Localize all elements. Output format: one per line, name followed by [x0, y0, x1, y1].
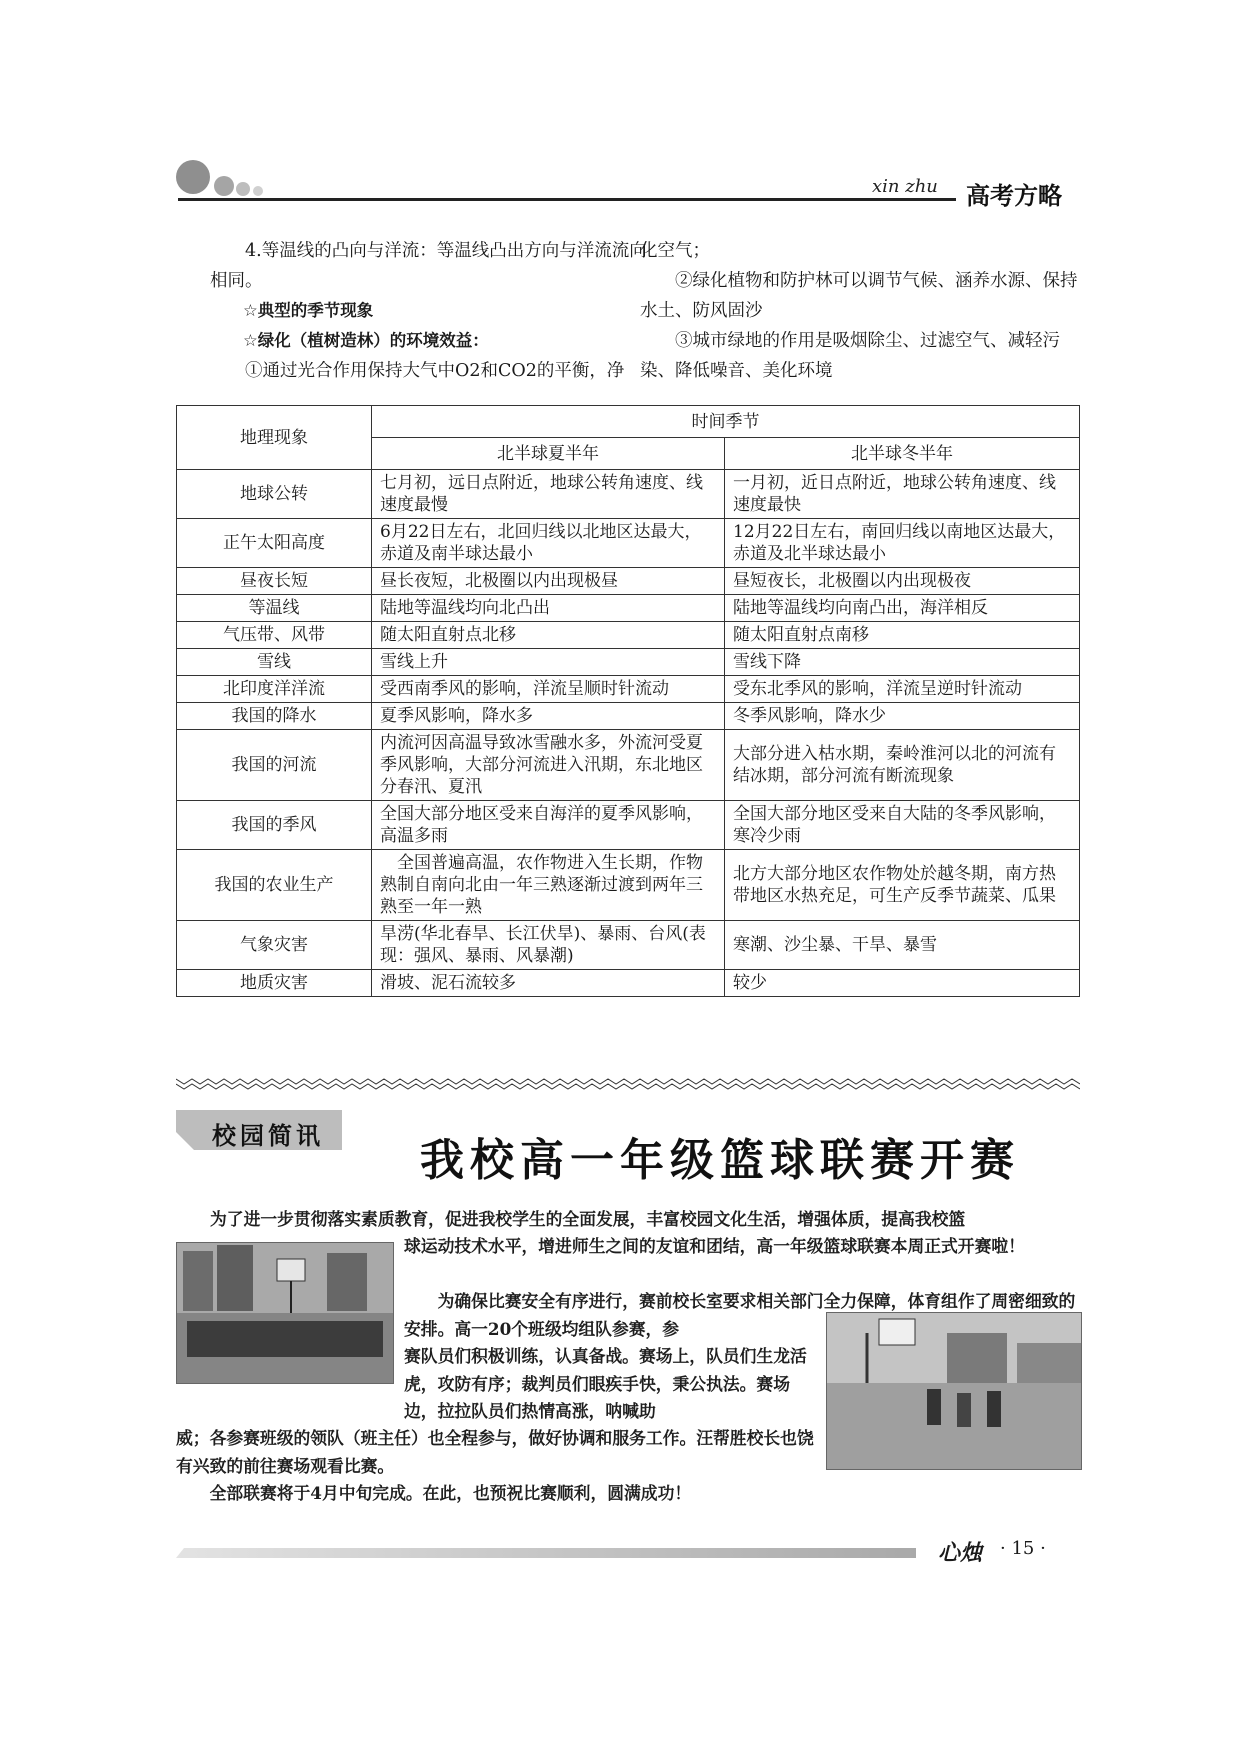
- winter-cell: 一月初，近日点附近，地球公转角速度、线速度最快: [725, 470, 1080, 519]
- intro-greening-heading: ☆绿化（植树造林）的环境效益：: [243, 331, 489, 350]
- row-label: 气象灾害: [177, 921, 372, 970]
- table-row: [177, 568, 1080, 595]
- news-paragraph-3: 全部联赛将于4月中旬完成。在此，也预祝比赛顺利，圆满成功！: [209, 1483, 692, 1503]
- header-rule: [178, 198, 956, 201]
- table-header-row: [177, 406, 1080, 438]
- header-summer: 北半球夏半年: [372, 438, 725, 470]
- table-row: [177, 801, 1080, 850]
- news-paragraph-2b: 赛队员们积极训练，认真备战。赛场上，队员们生龙活虎，攻防有序；裁判员们眼疾手快，秉公执法。赛场边，拉拉队员们热情高涨，呐喊助: [404, 1346, 807, 1421]
- table-row: [177, 519, 1080, 568]
- row-label: 地质灾害: [177, 970, 372, 997]
- header-winter: 北半球冬半年: [725, 438, 1080, 470]
- intro-left-column: [210, 236, 650, 386]
- intro-isotherm-text: 4.等温线的凸向与洋流：等温线凸出方向与洋流流向相同。: [210, 241, 647, 291]
- table-row: [177, 921, 1080, 970]
- news-paragraph-2a: 为确保比赛安全有序进行，赛前校长室要求相关部门全力保障，体育组作了周密细致的安排。高一20个班级均组队参赛，参: [404, 1291, 1076, 1339]
- row-label: 正午太阳高度: [177, 519, 372, 568]
- news-paragraph-1a: 为了进一步贯彻落实素质教育，促进我校学生的全面发展，丰富校园文化生活，增强体质，提高我校篮: [210, 1209, 966, 1229]
- winter-cell: 昼短夜长，北极圈以内出现极夜: [725, 568, 1080, 595]
- header-phenomenon: 地理现象: [177, 406, 372, 470]
- table-row: [177, 703, 1080, 730]
- winter-cell: 随太阳直射点南移: [725, 622, 1080, 649]
- winter-cell: 雪线下降: [725, 649, 1080, 676]
- summer-cell: 夏季风影响，降水多: [372, 703, 725, 730]
- intro-greening-point-2: ②绿化植物和防护林可以调节气候、涵养水源、保持水土、防风固沙: [640, 271, 1078, 321]
- news-tag: 校园简讯: [212, 1122, 324, 1150]
- summer-cell: 内流河因高温导致冰雪融水多，外流河受夏季风影响，大部分河流进入汛期，东北地区分春汛、夏汛: [372, 730, 725, 801]
- winter-cell: 冬季风影响，降水少: [725, 703, 1080, 730]
- summer-cell: 随太阳直射点北移: [372, 622, 725, 649]
- header-brand: 高考方略: [966, 182, 1062, 210]
- header-decor-circle-small: [236, 182, 250, 196]
- footer-bar: [176, 1548, 916, 1558]
- intro-greening-point-1-cont: 化空气；: [640, 241, 710, 261]
- summer-cell: 全国普遍高温，农作物进入生长期，作物熟制自南向北由一年三熟逐渐过渡到两年三熟至一年一熟: [372, 850, 725, 921]
- section-divider: [176, 1078, 1080, 1090]
- intro-greening-point-1: ①通过光合作用保持大气中O2和CO2的平衡，净: [245, 361, 625, 381]
- row-label: 雪线: [177, 649, 372, 676]
- header-decor-circle-large: [176, 160, 210, 194]
- intro-right-column: [640, 236, 1080, 386]
- summer-cell: 全国大部分地区受来自海洋的夏季风影响，高温多雨: [372, 801, 725, 850]
- table-row: [177, 622, 1080, 649]
- summer-cell: 雪线上升: [372, 649, 725, 676]
- winter-cell: 大部分进入枯水期，秦岭淮河以北的河流有结冰期，部分河流有断流现象: [725, 730, 1080, 801]
- footer-brand: 心烛: [938, 1540, 983, 1566]
- winter-cell: 12月22日左右，南回归线以南地区达最大，赤道及北半球达最小: [725, 519, 1080, 568]
- row-label: 气压带、风带: [177, 622, 372, 649]
- table-row: [177, 970, 1080, 997]
- intro-seasonal-heading: ☆典型的季节现象: [243, 301, 374, 320]
- intro-greening-point-3: ③城市绿地的作用是吸烟除尘、过滤空气、减轻污染、降低噪音、美化环境: [640, 331, 1060, 381]
- row-label: 等温线: [177, 595, 372, 622]
- row-label: 我国的季风: [177, 801, 372, 850]
- row-label: 昼夜长短: [177, 568, 372, 595]
- winter-cell: 受东北季风的影响，洋流呈逆时针流动: [725, 676, 1080, 703]
- header-decor-circle-medium: [214, 176, 234, 196]
- photo-basketball-crowd: [176, 1242, 394, 1384]
- table-row: [177, 595, 1080, 622]
- row-label: 我国的农业生产: [177, 850, 372, 921]
- page-number: · 15 ·: [1000, 1538, 1046, 1559]
- table-row: [177, 649, 1080, 676]
- news-title: 我校高一年级篮球联赛开赛: [420, 1135, 1020, 1186]
- row-label: 北印度洋洋流: [177, 676, 372, 703]
- winter-cell: 较少: [725, 970, 1080, 997]
- summer-cell: 6月22日左右，北回归线以北地区达最大，赤道及南半球达最小: [372, 519, 725, 568]
- news-paragraph-2c: 威；各参赛班级的领队（班主任）也全程参与，做好协调和服务工作。汪帮胜校长也饶有兴致的前往赛场观看比赛。: [176, 1428, 814, 1476]
- summer-cell: 昼长夜短，北极圈以内出现极昼: [372, 568, 725, 595]
- table-row: [177, 850, 1080, 921]
- winter-cell: 陆地等温线均向南凸出，海洋相反: [725, 595, 1080, 622]
- winter-cell: 北方大部分地区农作物处於越冬期，南方热带地区水热充足，可生产反季节蔬菜、瓜果: [725, 850, 1080, 921]
- summer-cell: 七月初，远日点附近，地球公转角速度、线速度最慢: [372, 470, 725, 519]
- header-season: 时间季节: [372, 406, 1080, 438]
- summer-cell: 陆地等温线均向北凸出: [372, 595, 725, 622]
- summer-cell: 滑坡、泥石流较多: [372, 970, 725, 997]
- photo-basketball-game: [826, 1312, 1082, 1470]
- table-row: [177, 676, 1080, 703]
- news-paragraph-1b: 球运动技术水平，增进师生之间的友谊和团结，高一年级篮球联赛本周正式开赛啦！: [404, 1236, 1025, 1256]
- winter-cell: 全国大部分地区受来自大陆的冬季风影响，寒冷少雨: [725, 801, 1080, 850]
- row-label: 我国的降水: [177, 703, 372, 730]
- table-row: [177, 470, 1080, 519]
- table-row: [177, 730, 1080, 801]
- summer-cell: 受西南季风的影响，洋流呈顺时针流动: [372, 676, 725, 703]
- header-decor-circle-tiny: [253, 186, 263, 196]
- summer-cell: 旱涝(华北春旱、长江伏旱)、暴雨、台风(表现：强风、暴雨、风暴潮): [372, 921, 725, 970]
- row-label: 地球公转: [177, 470, 372, 519]
- seasonal-phenomena-table: [176, 405, 1080, 997]
- row-label: 我国的河流: [177, 730, 372, 801]
- header-pinyin: xin zhu: [872, 176, 938, 197]
- winter-cell: 寒潮、沙尘暴、干旱、暴雪: [725, 921, 1080, 970]
